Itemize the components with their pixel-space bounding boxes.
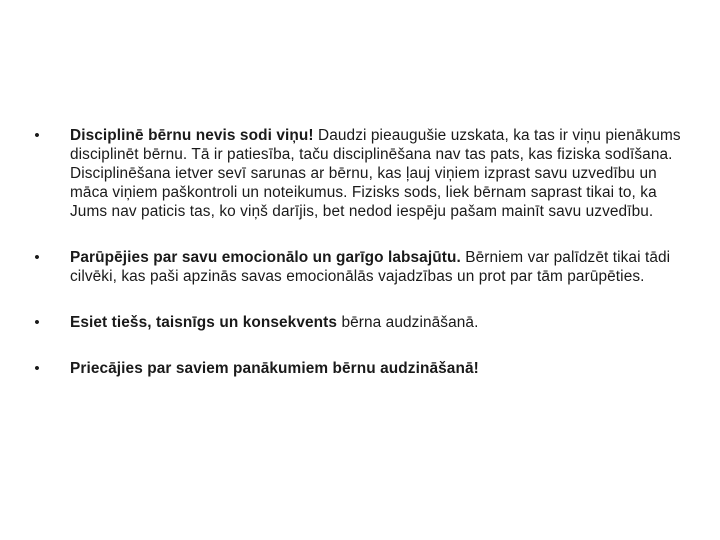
bullet-dot: • <box>34 127 40 144</box>
bullet-dot: • <box>34 314 40 331</box>
bullet-heading: Esiet tiešs, taisnīgs un konsekvents <box>70 314 338 331</box>
bullet-heading: Disciplinē bērnu nevis sodi viņu! <box>70 127 314 144</box>
bullet-text: Daudzi pieaugušie uzskata, ka tas ir viņu pienākums disciplinēt bērnu. Tā ir patiesība, taču disciplinēšana nav tas pats, kas fiziska sodīšana. Disciplinēšana ietver sevī sarunas ar bērnu, kas ļauj viņiem izprast savu uzvedību un māca viņiem paškontroli un noteikumus. Fizisks sods, liek bērnam saprast tikai to, ka Jums nav paticis tas, ko viņš darījis, bet nedod iespēju pašam mainīt savu uzvedību. <box>70 127 681 220</box>
list-item <box>30 313 690 332</box>
bullet-dot: • <box>34 360 40 377</box>
bullet-text: bērna audzināšanā. <box>337 314 479 331</box>
bullet-dot: • <box>34 249 40 266</box>
bullet-text: Bērniem var palīdzēt tikai tādi cilvēki, kas paši apzinās savas emocionālās vajadzības un prot par tām parūpēties. <box>70 249 671 285</box>
list-item <box>30 248 690 286</box>
list-item <box>30 359 690 378</box>
bullet-list <box>30 126 690 378</box>
list-item <box>30 126 690 221</box>
bullet-heading: Parūpējies par savu emocionālo un garīgo labsajūtu. <box>70 249 461 266</box>
bullet-heading: Priecājies par saviem panākumiem bērnu audzināšanā! <box>70 360 479 377</box>
